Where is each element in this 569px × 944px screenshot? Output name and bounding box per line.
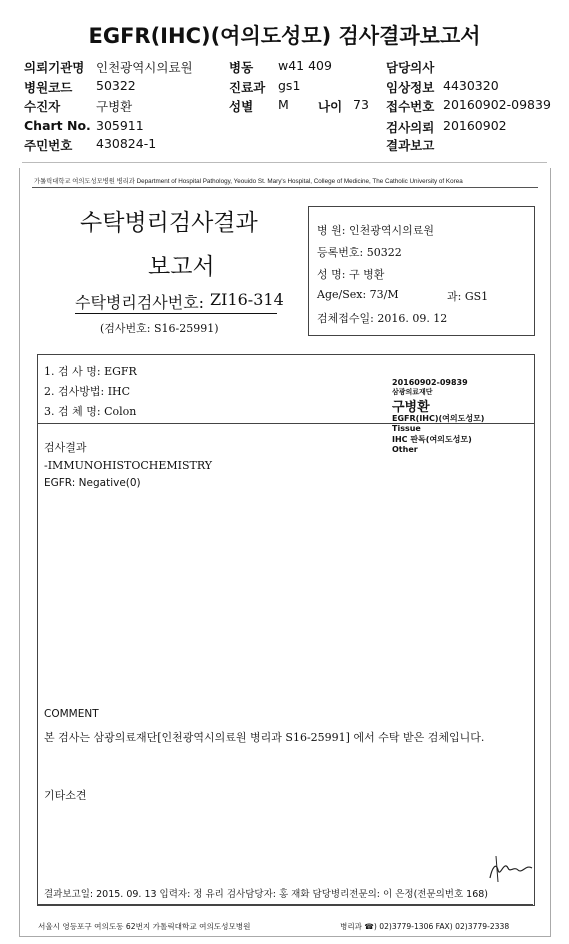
- value-institution: 인천광역시의료원: [96, 60, 193, 75]
- patient-hospital: 병 원: 인천광역시의료원: [317, 224, 434, 237]
- value-chart-no: 305911: [96, 118, 144, 133]
- report-number-label: 수탁병리검사번호:: [75, 293, 205, 312]
- value-department: gs1: [278, 78, 301, 93]
- patient-name: 성 명: 구 병환: [317, 268, 385, 281]
- header-divider: [22, 162, 547, 163]
- scanned-report: [19, 168, 551, 937]
- footer-divider: [37, 904, 533, 905]
- value-patient: 구병환: [96, 99, 133, 114]
- label-result-report: 결과보고: [386, 138, 435, 153]
- sticker-test: EGFR(IHC)(여의도성모): [392, 414, 485, 423]
- value-request-date: 20160902: [443, 118, 507, 133]
- hospital-phone: 병리과 ☎) 02)3779-1306 FAX) 02)3779-2338: [340, 922, 510, 931]
- sticker-reading: IHC 판독(여의도성모): [392, 435, 472, 444]
- exam-number: (검사번호: S16-25991): [100, 322, 219, 335]
- patient-received: 검체접수일: 2016. 09. 12: [317, 312, 448, 325]
- comment-text: 본 검사는 삼광의료재단[인천광역시의료원 병리과 S16-25991] 에서 수탁 받은 검체입니다.: [44, 731, 485, 744]
- sticker-specimen: Tissue: [392, 424, 421, 433]
- patient-dept: 과: GS1: [447, 290, 489, 303]
- label-hospital-code: 병원코드: [24, 80, 73, 95]
- value-receipt-no: 20160902-09839: [443, 97, 551, 112]
- label-institution: 의뢰기관명: [24, 60, 85, 75]
- patient-reg-no: 등록번호: 50322: [317, 246, 402, 259]
- comment-label: COMMENT: [44, 708, 99, 720]
- patient-info-box: [308, 206, 535, 336]
- result-method: -IMMUNOHISTOCHEMISTRY: [44, 459, 213, 472]
- item-specimen: 3. 검 체 명: Colon: [44, 405, 137, 418]
- label-patient: 수진자: [24, 99, 61, 114]
- value-clinical-info: 4430320: [443, 78, 499, 93]
- label-request-date: 검사의뢰: [386, 120, 435, 135]
- label-department: 진료과: [229, 80, 266, 95]
- report-number-underline: [75, 313, 277, 314]
- hospital-address: 서울시 영등포구 여의도동 62번지 가톨릭대학교 여의도성모병원: [38, 922, 251, 931]
- physician-signature-icon: [482, 848, 542, 888]
- label-doctor: 담당의사: [386, 60, 435, 75]
- label-ward: 병동: [229, 60, 254, 75]
- label-resident-no: 주민번호: [24, 138, 73, 153]
- institution-header: 가톨릭대학교 여의도성모병원 병리과 Department of Hospital Pathology, Yeouido St. Mary's Hospital, College of Medicine, The Catholic University of Korea: [34, 178, 463, 185]
- sticker-patient: 구병환: [392, 400, 430, 415]
- report-number-value: ZI16-314: [210, 290, 284, 309]
- label-clinical-info: 임상정보: [386, 80, 435, 95]
- sticker-other: Other: [392, 445, 418, 454]
- label-chart-no: Chart No.: [24, 118, 91, 133]
- value-resident-no: 430824-1: [96, 136, 157, 151]
- report-title-line1: 수탁병리검사결과: [80, 210, 258, 236]
- value-hospital-code: 50322: [96, 78, 136, 93]
- document-title: EGFR(IHC)(여의도성모) 검사결과보고서: [88, 24, 481, 48]
- value-ward: w41 409: [278, 58, 332, 73]
- sticker-lab: 삼광의료재단: [392, 388, 433, 396]
- value-sex: M: [278, 97, 289, 112]
- label-age: 나이: [318, 99, 343, 114]
- result-value: EGFR: Negative(0): [44, 477, 141, 489]
- result-label: 검사결과: [44, 441, 87, 454]
- patient-age-sex: Age/Sex: 73/M: [317, 288, 399, 301]
- item-test-name: 1. 검 사 명: EGFR: [44, 365, 137, 378]
- value-age: 73: [353, 97, 369, 112]
- report-footer: 결과보고일: 2015. 09. 13 입력자: 정 유리 검사담당자: 홍 재화 담당병리전문의: 이 은정(전문의번호 168): [44, 889, 489, 900]
- institution-header-rule: [32, 187, 538, 188]
- specimen-sticker: [388, 368, 518, 468]
- other-findings-label: 기타소견: [44, 789, 87, 802]
- sticker-receipt-no: 20160902-09839: [392, 378, 468, 387]
- report-title-line2: 보고서: [148, 254, 215, 280]
- item-test-method: 2. 검사방법: IHC: [44, 385, 131, 398]
- label-sex: 성별: [229, 99, 254, 114]
- label-receipt-no: 접수번호: [386, 99, 435, 114]
